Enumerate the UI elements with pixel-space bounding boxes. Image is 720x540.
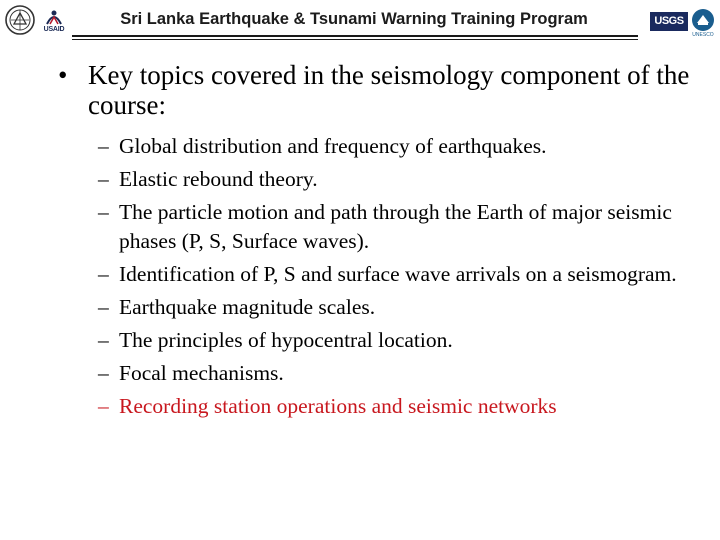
topic-item-highlighted	[58, 392, 698, 421]
topic-item	[58, 165, 698, 194]
dash-marker: –	[98, 361, 109, 385]
topic-item	[58, 260, 698, 289]
topic-item	[58, 326, 698, 355]
usaid-logo	[38, 6, 70, 36]
header-title: Sri Lanka Earthquake & Tsunami Warning Training Program	[120, 10, 588, 28]
bullet-marker: •	[58, 60, 68, 90]
dash-marker: –	[98, 167, 109, 191]
topic-item	[58, 132, 698, 161]
topic-text: The particle motion and path through the Earth of major seismic phases (P, S, Surface waves).	[119, 200, 672, 253]
topic-text: Identification of P, S and surface wave arrivals on a seismogram.	[119, 262, 677, 286]
slide-header	[0, 0, 720, 42]
dash-marker: –	[98, 262, 109, 286]
main-bullet-text: Key topics covered in the seismology component of the course:	[88, 60, 690, 120]
topic-item	[58, 359, 698, 388]
dash-marker: –	[98, 394, 109, 418]
topic-item	[58, 293, 698, 322]
usaid-logo-text: USAID	[43, 26, 65, 33]
unesco-logo	[690, 8, 716, 38]
topic-text: Focal mechanisms.	[119, 361, 284, 385]
header-divider	[72, 35, 638, 37]
topic-text: Global distribution and frequency of earthquakes.	[119, 134, 547, 158]
dash-marker: –	[98, 134, 109, 158]
topic-list	[58, 132, 698, 421]
main-bullet	[58, 60, 698, 120]
topic-text: Recording station operations and seismic networks	[119, 394, 557, 418]
topic-text: The principles of hypocentral location.	[119, 328, 453, 352]
dash-marker: –	[98, 200, 109, 224]
program-seal-icon	[3, 4, 37, 36]
topic-text: Elastic rebound theory.	[119, 167, 318, 191]
slide-content	[58, 60, 698, 425]
dash-marker: –	[98, 295, 109, 319]
usgs-logo: USGS	[650, 12, 688, 31]
topic-item	[58, 198, 698, 256]
unesco-logo-text: UNESCO	[692, 32, 714, 38]
dash-marker: –	[98, 328, 109, 352]
topic-text: Earthquake magnitude scales.	[119, 295, 376, 319]
header-divider-thin	[72, 39, 638, 40]
